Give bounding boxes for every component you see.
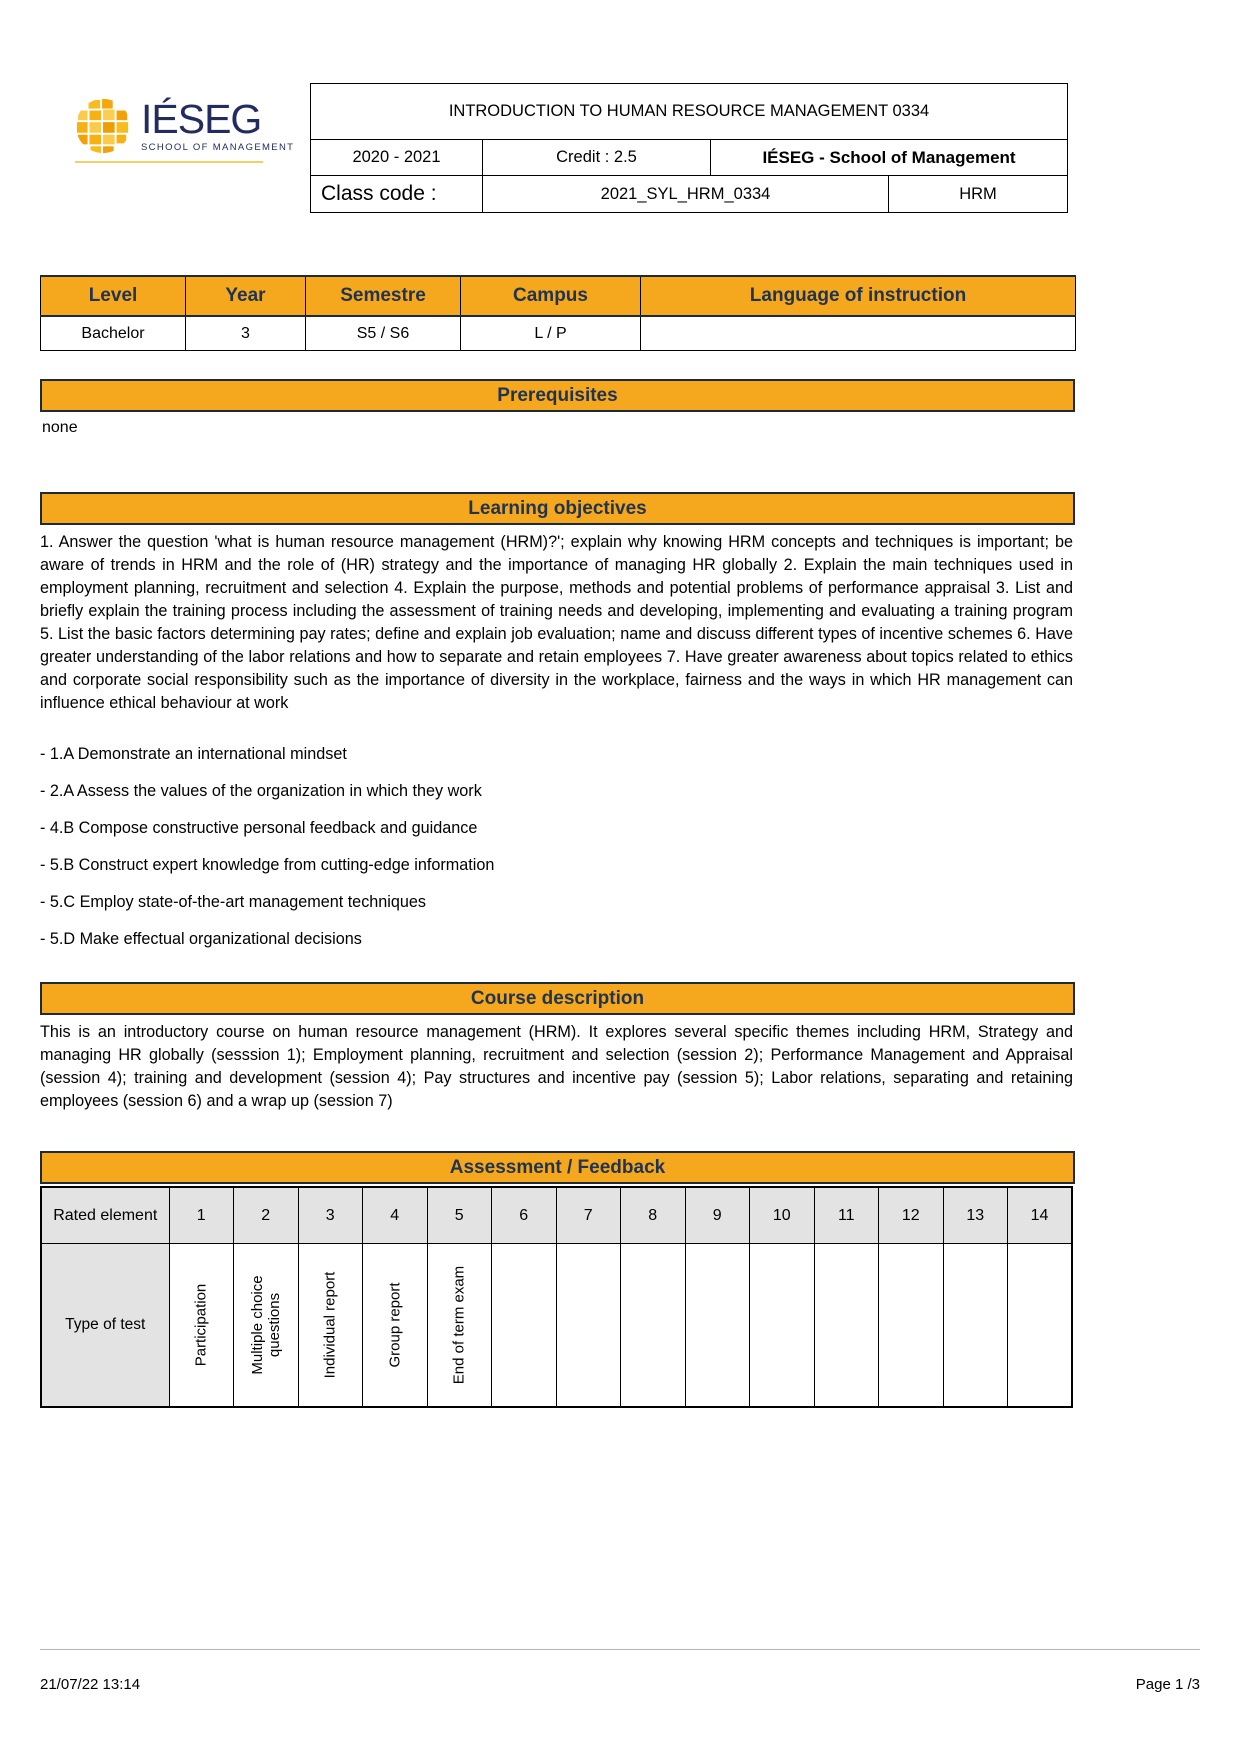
learning-objective-item: - 5.B Construct expert knowledge from cutting-edge information <box>40 856 495 874</box>
learning-objectives-banner: Learning objectives <box>40 492 1075 525</box>
info-header-level: Level <box>41 276 186 316</box>
learning-objective-item: - 4.B Compose constructive personal feedback and guidance <box>40 819 478 837</box>
rated-element-label: Rated element <box>41 1187 169 1244</box>
test-type-cell <box>621 1244 686 1408</box>
info-header-semestre: Semestre <box>306 276 461 316</box>
ieseg-globe-icon <box>75 97 133 155</box>
test-type-cell <box>750 1244 815 1408</box>
test-type-cell <box>427 1244 492 1408</box>
test-type-cell <box>879 1244 944 1408</box>
course-title: INTRODUCTION TO HUMAN RESOURCE MANAGEMENT 0334 <box>311 84 1068 140</box>
prerequisites-banner: Prerequisites <box>40 379 1075 412</box>
assessment-col-header: 13 <box>943 1187 1008 1244</box>
credit-cell: Credit : 2.5 <box>483 140 711 176</box>
page-footer <box>40 1676 1200 1693</box>
footer-datetime: 21/07/22 13:14 <box>40 1676 141 1693</box>
course-header-table <box>310 83 1068 213</box>
test-type-text: Individual report <box>321 1271 339 1379</box>
type-of-test-label: Type of test <box>41 1244 169 1408</box>
assessment-col-header: 9 <box>685 1187 750 1244</box>
test-type-cell <box>943 1244 1008 1408</box>
assessment-col-header: 7 <box>556 1187 621 1244</box>
test-type-cell <box>298 1244 363 1408</box>
assessment-col-header: 10 <box>750 1187 815 1244</box>
ieseg-brand-subtitle: SCHOOL OF MANAGEMENT <box>141 142 295 153</box>
course-description-text: This is an introductory course on human resource management (HRM). It explores several specific themes including HRM, Strategy and managing HR globally (sesssion 1); Employment planning, recruitment and selection (session 2); Performance Management and Appraisal (session 4); training and development (session 4); Pay structures and incentive pay (session 5); Labor relations, separating and retaining employees (session 6) and a wrap up (session 7) <box>40 1023 1073 1110</box>
test-type-cell <box>492 1244 557 1408</box>
learning-objective-item: - 1.A Demonstrate an international mindset <box>40 745 347 763</box>
prerequisites-content: none <box>42 419 78 436</box>
ieseg-logo <box>75 83 310 163</box>
assessment-col-header: 6 <box>492 1187 557 1244</box>
info-value-semestre: S5 / S6 <box>306 316 461 351</box>
test-type-cell <box>814 1244 879 1408</box>
class-code-value: 2021_SYL_HRM_0334 <box>483 176 889 213</box>
school-name-cell: IÉSEG - School of Management <box>711 140 1068 176</box>
info-value-campus: L / P <box>461 316 641 351</box>
test-type-cell <box>685 1244 750 1408</box>
test-type-cell <box>363 1244 428 1408</box>
ieseg-brand-text: IÉSEG <box>141 96 262 142</box>
info-header-year: Year <box>186 276 306 316</box>
test-type-cell <box>234 1244 299 1408</box>
assessment-col-header: 1 <box>169 1187 234 1244</box>
test-type-text: Multiple choice questions <box>248 1275 283 1375</box>
test-type-cell <box>1008 1244 1073 1408</box>
assessment-col-header: 5 <box>427 1187 492 1244</box>
page-header <box>75 83 1240 215</box>
assessment-col-header: 11 <box>814 1187 879 1244</box>
test-type-text: Group report <box>386 1282 404 1368</box>
info-value-level: Bachelor <box>41 316 186 351</box>
assessment-col-header: 3 <box>298 1187 363 1244</box>
assessment-table <box>40 1186 1073 1408</box>
test-type-text: End of term exam <box>450 1265 468 1385</box>
class-code-label: Class code : <box>311 176 483 213</box>
info-header-campus: Campus <box>461 276 641 316</box>
course-info-table <box>40 275 1076 351</box>
learning-objective-item: - 5.C Employ state-of-the-art management techniques <box>40 893 426 911</box>
info-header-language: Language of instruction <box>641 276 1076 316</box>
assessment-col-header: 12 <box>879 1187 944 1244</box>
learning-objectives-text: 1. Answer the question 'what is human resource management (HRM)?'; explain why knowing HRM concepts and techniques is important; be aware of trends in HRM and the role of (HR) strategy and the importance of managing HR globally 2. Explain the main techniques used in employment planning, recruitment and selection 4. Explain the purpose, methods and potential problems of performance appraisal 3. List and briefly explain the training process including the assessment of training needs and developing, implementing and evaluating a training program 5. List the basic factors determining pay rates; define and explain job evaluation; name and discuss different types of incentive schemes 6. Have greater understanding of the labor relations and how to separate and retain employees 7. Have greater awareness about topics related to ethics and corporate social responsibility such as the importance of diversity in the workplace, fairness and the ways in which HR management can influence ethical behaviour at work <box>40 533 1073 712</box>
learning-objective-item: - 2.A Assess the values of the organization in which they work <box>40 782 482 800</box>
assessment-col-header: 14 <box>1008 1187 1073 1244</box>
course-description-banner: Course description <box>40 982 1075 1015</box>
info-value-year: 3 <box>186 316 306 351</box>
assessment-col-header: 4 <box>363 1187 428 1244</box>
logo-underline <box>75 161 263 163</box>
test-type-cell <box>169 1244 234 1408</box>
info-value-language <box>641 316 1076 351</box>
footer-divider <box>40 1649 1200 1650</box>
test-type-cell <box>556 1244 621 1408</box>
learning-objective-item: - 5.D Make effectual organizational decisions <box>40 930 362 948</box>
learning-objectives-list <box>40 743 1240 950</box>
department-cell: HRM <box>889 176 1068 213</box>
assessment-feedback-banner: Assessment / Feedback <box>40 1151 1075 1184</box>
assessment-col-header: 8 <box>621 1187 686 1244</box>
academic-year-cell: 2020 - 2021 <box>311 140 483 176</box>
assessment-col-header: 2 <box>234 1187 299 1244</box>
footer-page-number: Page 1 /3 <box>1135 1676 1200 1693</box>
test-type-text: Participation <box>192 1283 210 1367</box>
